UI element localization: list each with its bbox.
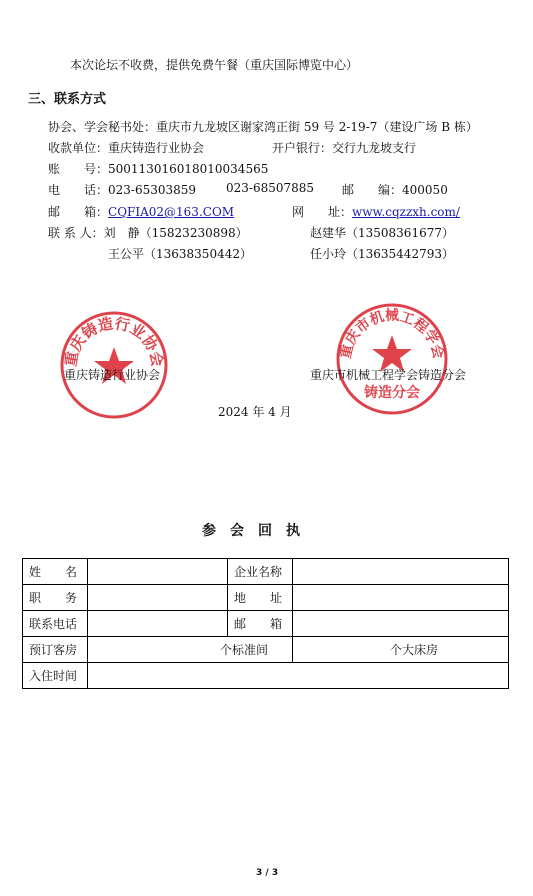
contact-person-2: 赵建华（13508361677） xyxy=(310,226,454,240)
secretariat-address: 重庆市九龙坡区谢家湾正街 59 号 2-19-7（建设广场 B 栋） xyxy=(156,120,478,134)
section-title: 三、联系方式 xyxy=(28,92,107,107)
email-label: 邮 箱： xyxy=(48,205,109,219)
bank-value: 交行九龙坡支行 xyxy=(332,141,417,155)
website-label: 网 址： xyxy=(292,205,353,219)
checkin-field[interactable] xyxy=(88,663,509,689)
secretariat-row xyxy=(48,118,478,135)
signature-date: 2024 年 4 月 xyxy=(218,405,292,419)
phone-2: 023-68507885 xyxy=(226,181,315,195)
reply-form-title: 参 会 回 执 xyxy=(202,523,300,539)
phone-1: 023-65303859 xyxy=(108,183,197,197)
table-row xyxy=(23,663,509,689)
table-row xyxy=(23,559,509,585)
phone-label: 电 话： xyxy=(48,183,109,197)
payee-row xyxy=(48,139,204,156)
payee-label: 收款单位： xyxy=(48,141,109,155)
tel-label: 联系电话 xyxy=(23,611,88,637)
table-row xyxy=(23,585,509,611)
standard-room-field[interactable] xyxy=(88,637,293,663)
name-field[interactable] xyxy=(88,559,228,585)
company-field[interactable] xyxy=(293,559,509,585)
company-label: 企业名称 xyxy=(228,559,293,585)
secretariat-label: 协会、学会秘书处： xyxy=(48,120,157,134)
left-seal-stamp xyxy=(58,309,170,421)
big-bed-room-field[interactable] xyxy=(293,637,509,663)
intro-line: 本次论坛不收费，提供免费午餐（重庆国际博览中心） xyxy=(70,58,359,72)
payee-value: 重庆铸造行业协会 xyxy=(108,141,205,155)
contact-person-1: 刘 静（15823230898） xyxy=(103,226,248,240)
right-seal-bottom-text: 铸造分会 xyxy=(364,385,420,401)
right-org-signature: 重庆市机械工程学会铸造分会 xyxy=(310,368,467,382)
email-link[interactable]: CQFIA02@163.COM xyxy=(108,205,235,219)
mail-label: 邮 箱 xyxy=(228,611,293,637)
left-org-signature: 重庆铸造行业协会 xyxy=(64,368,161,382)
email-row xyxy=(48,203,234,220)
website-row xyxy=(292,203,460,220)
postcode-label: 邮 编： xyxy=(342,183,403,197)
big-bed-room-label: 个大床房 xyxy=(389,643,438,657)
room-label: 预订客房 xyxy=(23,637,88,663)
website-link[interactable]: www.cqzzxh.com/ xyxy=(352,205,460,219)
mail-field[interactable] xyxy=(293,611,509,637)
position-field[interactable] xyxy=(88,585,228,611)
page-number: 3 / 3 xyxy=(256,868,279,878)
postcode-value: 400050 xyxy=(402,183,448,197)
postcode-row xyxy=(342,181,448,198)
address-field[interactable] xyxy=(293,585,509,611)
left-seal-text: 重庆铸造行业协会 xyxy=(61,314,167,369)
phone-row xyxy=(48,181,196,198)
address-label: 地 址 xyxy=(228,585,293,611)
account-row xyxy=(48,160,268,177)
position-label: 职 务 xyxy=(23,585,88,611)
standard-room-label: 个标准间 xyxy=(219,643,268,657)
table-row xyxy=(23,611,509,637)
bank-label: 开户银行： xyxy=(272,141,333,155)
contacts-row xyxy=(48,224,248,241)
table-row xyxy=(23,637,509,663)
right-seal-stamp xyxy=(334,301,450,417)
name-label: 姓 名 xyxy=(23,559,88,585)
contact-person-4: 任小玲（13635442793） xyxy=(310,247,454,261)
right-seal-text: 重庆市机械工程学会 xyxy=(337,308,447,361)
account-label: 账 号： xyxy=(48,162,109,176)
bank-row xyxy=(272,139,416,156)
tel-field[interactable] xyxy=(88,611,228,637)
account-value: 500113016018010034565 xyxy=(108,162,269,176)
contacts-label: 联 系 人： xyxy=(48,226,104,240)
contact-person-3: 王公平（13638350442） xyxy=(108,247,252,261)
checkin-label: 入住时间 xyxy=(23,663,88,689)
reply-form-table xyxy=(22,558,509,689)
